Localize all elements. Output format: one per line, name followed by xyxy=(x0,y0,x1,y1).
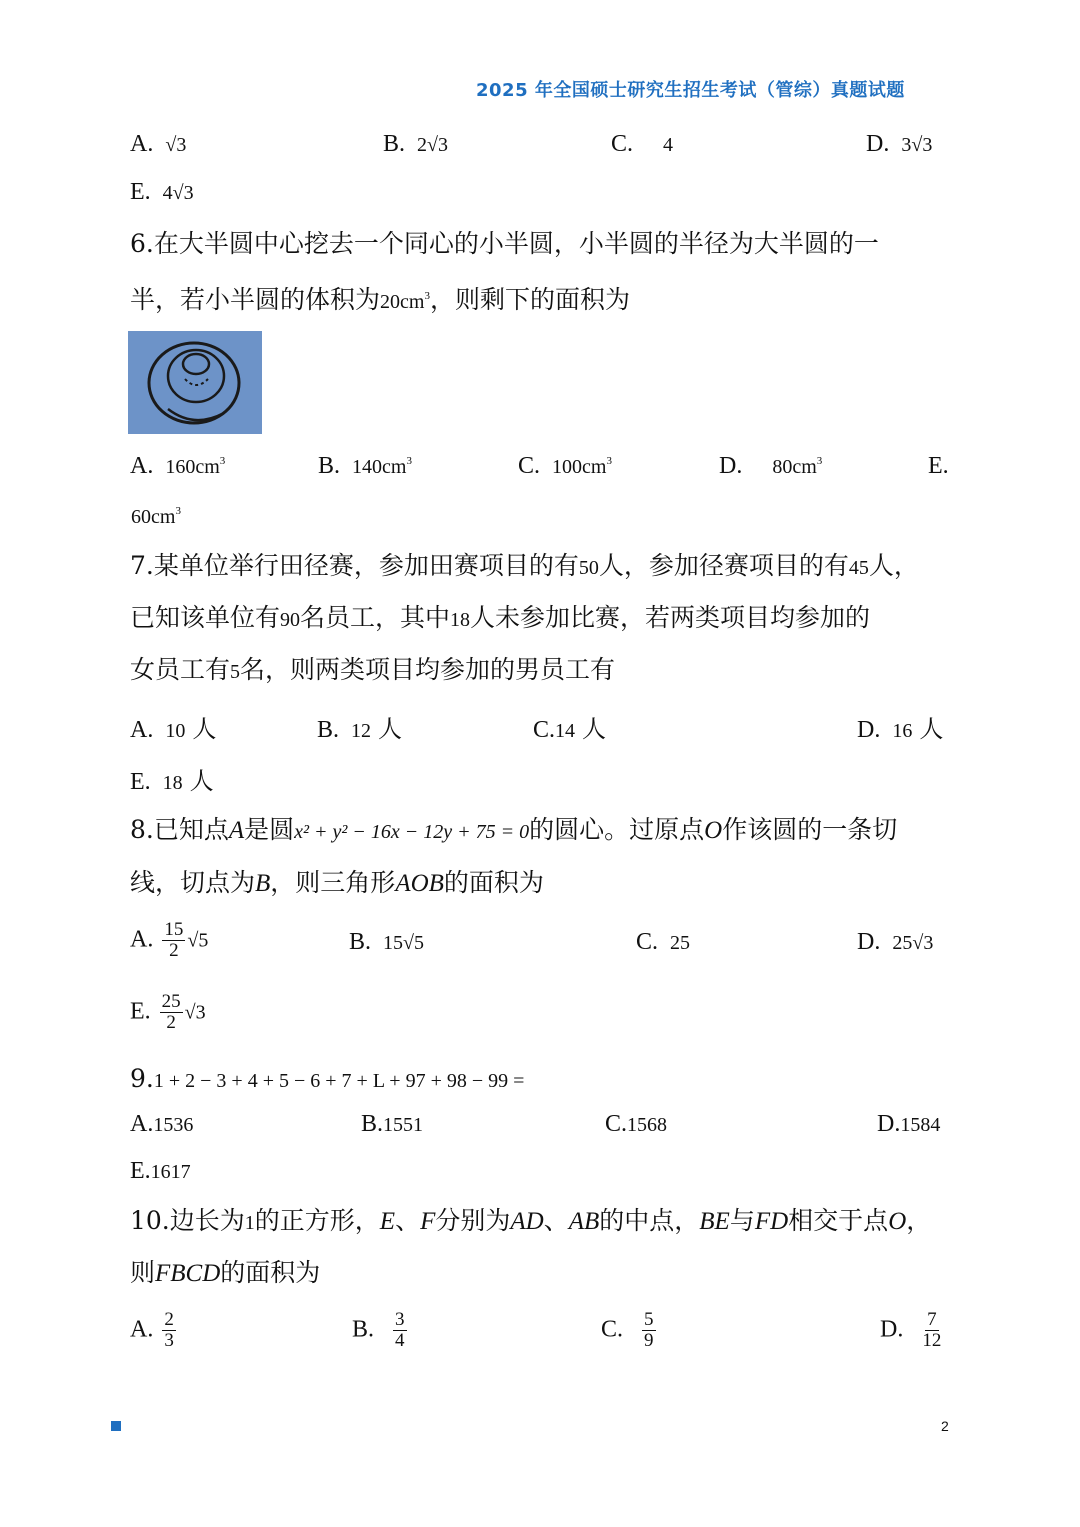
q8-text: 是圆 xyxy=(244,815,295,844)
q8-point-b: B xyxy=(255,870,271,897)
option-unit: 人 xyxy=(582,715,607,743)
page-header-title: 2025 年全国硕士研究生招生考试（管综）真题试题 xyxy=(476,80,905,101)
option-value-text: 100cm xyxy=(552,456,607,478)
option-value: √3 xyxy=(165,134,187,156)
option-number: 18 xyxy=(162,772,183,794)
q10-text: 、 xyxy=(543,1206,569,1235)
q6-text: 半，若小半圆的体积为 xyxy=(130,285,381,314)
q9-expression: 1 + 2 − 3 + 4 + 5 − 6 + 7 + L + 97 + 98 − 99 = xyxy=(153,1070,525,1092)
option-label: D. xyxy=(857,717,881,743)
q7-number: 50 xyxy=(578,557,599,579)
q10-option-a[interactable] xyxy=(130,1310,178,1351)
q10-option-d[interactable] xyxy=(880,1310,943,1351)
q8-text: ，则三角形 xyxy=(270,868,396,897)
q6-option-a[interactable] xyxy=(130,453,225,480)
option-label: D. xyxy=(877,1111,901,1137)
option-exp: 3 xyxy=(219,455,226,467)
q10-text: 的正方形， xyxy=(254,1206,380,1235)
option-label: B. xyxy=(317,717,340,743)
option-number: 12 xyxy=(351,720,372,742)
fraction-denominator: 12 xyxy=(922,1330,942,1351)
q7-text: 名，则两类项目均参加的男员工有 xyxy=(240,655,616,684)
option-value: 1584 xyxy=(900,1114,941,1136)
q9-option-e[interactable] xyxy=(130,1158,191,1185)
option-value xyxy=(552,456,612,478)
fraction-denominator: 2 xyxy=(169,940,179,961)
option-label: A. xyxy=(130,1111,154,1137)
q10-point: O xyxy=(888,1208,907,1235)
q10-text: 分别为 xyxy=(435,1206,511,1235)
option-value: 1536 xyxy=(153,1114,194,1136)
option-exp: 3 xyxy=(606,455,612,467)
q7-option-c[interactable] xyxy=(533,709,606,744)
q8-origin: O xyxy=(704,817,723,844)
q5-option-c[interactable] xyxy=(611,131,673,158)
q9-option-a[interactable] xyxy=(130,1111,193,1138)
option-label: C. xyxy=(605,1111,628,1137)
option-unit: 人 xyxy=(378,715,403,743)
q10-text: 10.边长为 xyxy=(130,1206,245,1235)
q7-text: 人，参加径赛项目的有 xyxy=(598,551,849,580)
q6-volume-exp: 3 xyxy=(424,290,430,302)
q10-option-c[interactable] xyxy=(601,1310,658,1351)
q7-text: 女员工有 xyxy=(130,655,231,684)
q9-option-d[interactable] xyxy=(877,1111,940,1138)
option-value: 15√5 xyxy=(383,932,424,954)
q10-segment: FD xyxy=(754,1208,789,1235)
fraction xyxy=(160,992,183,1033)
option-label: C. xyxy=(611,131,634,157)
option-value: 4 xyxy=(663,134,674,156)
option-number: 14 xyxy=(555,720,576,742)
q10-option-b[interactable] xyxy=(352,1310,409,1351)
fraction xyxy=(162,1310,176,1351)
q8-option-d[interactable] xyxy=(857,929,933,956)
q7-option-d[interactable] xyxy=(857,709,943,744)
fraction-numerator: 15 xyxy=(164,919,184,940)
q10-segment: AD xyxy=(510,1208,544,1235)
option-label: B. xyxy=(349,929,372,955)
q6-text: ，则剩下的面积为 xyxy=(429,285,630,314)
option-unit: 人 xyxy=(919,715,944,743)
fraction xyxy=(922,1310,941,1351)
fraction-numerator: 2 xyxy=(164,1309,174,1330)
option-unit: 人 xyxy=(189,767,214,795)
q5-option-e[interactable] xyxy=(130,179,194,206)
q5-option-b[interactable] xyxy=(383,131,448,158)
q10-point: E xyxy=(379,1208,396,1235)
q7-text: 7.某单位举行田径赛，参加田赛项目的有 xyxy=(130,551,579,580)
fraction-numerator: 3 xyxy=(395,1309,405,1330)
q5-option-a[interactable] xyxy=(130,131,186,158)
option-label: D. xyxy=(880,1316,904,1343)
q10-number: 1 xyxy=(244,1212,255,1234)
q6-option-c[interactable] xyxy=(518,453,612,480)
option-value-text: 160cm xyxy=(165,456,220,478)
option-label: E. xyxy=(130,998,151,1025)
option-root: √3 xyxy=(184,1001,206,1024)
fraction xyxy=(393,1310,407,1351)
q7-option-e[interactable] xyxy=(130,761,214,796)
q10-text: 则 xyxy=(130,1258,156,1287)
q7-number: 90 xyxy=(280,609,301,631)
option-value-text: 60cm xyxy=(131,506,176,528)
fraction-numerator: 7 xyxy=(927,1309,937,1330)
q8-circle-equation: x² + y² − 16x − 12y + 75 = 0 xyxy=(294,821,530,843)
q10-text: 与 xyxy=(729,1206,755,1235)
q10-text: 相交于点 xyxy=(788,1206,889,1235)
q10-quadrilateral: FBCD xyxy=(155,1260,221,1287)
q10-text: ， xyxy=(906,1206,932,1235)
q7-stem-line1 xyxy=(130,551,919,583)
fraction-denominator: 4 xyxy=(395,1330,405,1351)
option-exp: 3 xyxy=(816,455,823,467)
q7-text: 已知该单位有 xyxy=(130,603,281,632)
option-label: E. xyxy=(130,179,151,205)
q7-number: 18 xyxy=(450,609,471,631)
q9-option-c[interactable] xyxy=(605,1111,667,1138)
option-label: C. xyxy=(518,453,541,479)
q7-option-b[interactable] xyxy=(317,709,402,744)
q5-option-d[interactable] xyxy=(866,131,932,158)
option-label: E. xyxy=(130,769,151,795)
q10-stem-line2 xyxy=(130,1258,320,1289)
footer-square-icon xyxy=(111,1421,121,1431)
q8-stem-line1 xyxy=(130,815,897,847)
option-value: 2√3 xyxy=(417,134,448,156)
q6-volume-value: 20cm xyxy=(380,291,425,313)
fraction-denominator: 2 xyxy=(166,1012,176,1033)
q10-stem-line1 xyxy=(130,1206,931,1238)
q10-segment: AB xyxy=(568,1208,600,1235)
option-label: D. xyxy=(719,453,743,479)
q10-text: 的中点， xyxy=(599,1206,700,1235)
option-exp: 3 xyxy=(406,455,412,467)
q8-triangle: AOB xyxy=(395,870,444,897)
option-label: C. xyxy=(636,929,659,955)
option-label: A. xyxy=(130,131,154,157)
q9-option-b[interactable] xyxy=(361,1111,423,1138)
q7-number: 45 xyxy=(848,557,869,579)
q8-point-a: A xyxy=(228,817,245,844)
fraction xyxy=(642,1310,656,1351)
option-value: 1551 xyxy=(383,1114,424,1136)
hemisphere-figure xyxy=(128,331,262,434)
option-value xyxy=(772,456,822,478)
q7-option-a[interactable] xyxy=(130,709,216,744)
option-label: A. xyxy=(130,453,154,479)
fraction-numerator: 5 xyxy=(644,1309,654,1330)
option-label: B. xyxy=(383,131,406,157)
option-value: 3√3 xyxy=(901,134,933,156)
q7-number: 5 xyxy=(230,661,241,683)
q8-text: 线，切点为 xyxy=(130,868,256,897)
option-label: E. xyxy=(928,453,949,479)
q7-text: 人未参加比赛，若两类项目均参加的 xyxy=(470,603,871,632)
q6-option-e-label[interactable] xyxy=(928,453,949,480)
option-root: √5 xyxy=(187,929,209,952)
option-label: B. xyxy=(318,453,341,479)
q8-option-a[interactable] xyxy=(130,920,208,961)
option-unit: 人 xyxy=(192,715,217,743)
q9-stem xyxy=(130,1064,524,1096)
q10-text: 、 xyxy=(395,1206,421,1235)
option-value xyxy=(165,456,225,478)
page-number: 2 xyxy=(941,1418,949,1434)
option-number: 10 xyxy=(165,720,186,742)
q7-text: 人， xyxy=(868,551,919,580)
q8-text: 8.已知点 xyxy=(130,815,229,844)
option-label: D. xyxy=(857,929,881,955)
option-value-text: 80cm xyxy=(772,456,817,478)
q6-option-b[interactable] xyxy=(318,453,412,480)
q10-text: 的面积为 xyxy=(220,1258,321,1287)
q6-option-e-value xyxy=(131,505,181,529)
option-label: C. xyxy=(601,1316,624,1343)
option-label: B. xyxy=(361,1111,384,1137)
option-value xyxy=(352,456,412,478)
option-label: B. xyxy=(352,1316,375,1343)
option-label: A. xyxy=(130,717,154,743)
option-label: D. xyxy=(866,131,890,157)
q7-stem-line2 xyxy=(130,603,870,635)
fraction-numerator: 25 xyxy=(161,991,181,1012)
option-label: E. xyxy=(130,1158,151,1184)
q7-text: 名员工，其中 xyxy=(300,603,451,632)
option-value: 1617 xyxy=(150,1161,191,1183)
q6-volume xyxy=(380,291,430,313)
fraction-denominator: 9 xyxy=(644,1330,654,1351)
option-value: 25√3 xyxy=(892,932,934,954)
q6-stem-line2 xyxy=(130,281,630,317)
q8-option-b[interactable] xyxy=(349,929,424,956)
q8-option-e[interactable] xyxy=(130,992,206,1033)
option-label: A. xyxy=(130,1316,154,1343)
q8-text: 的面积为 xyxy=(443,868,544,897)
option-value: 4√3 xyxy=(162,182,194,204)
q6-stem-line1: 6.在大半圆中心挖去一个同心的小半圆，小半圆的半径为大半圆的一 xyxy=(130,229,879,258)
option-value-text: 140cm xyxy=(352,456,407,478)
option-exp: 3 xyxy=(175,505,181,517)
q10-point: F xyxy=(420,1208,436,1235)
option-label: A. xyxy=(130,926,154,953)
option-value: 1568 xyxy=(627,1114,668,1136)
q8-text: 作该圆的一条切 xyxy=(722,815,898,844)
option-number: 16 xyxy=(892,720,913,742)
q10-segment: BE xyxy=(699,1208,730,1235)
option-label: C. xyxy=(533,717,556,743)
q8-stem-line2 xyxy=(130,868,544,899)
q8-text: 的圆心。过原点 xyxy=(529,815,705,844)
q6-option-d[interactable] xyxy=(719,453,822,480)
q7-stem-line3 xyxy=(130,655,615,687)
q9-number: 9. xyxy=(130,1064,154,1093)
fraction xyxy=(162,920,185,961)
option-value: 25 xyxy=(670,932,691,954)
q8-option-c[interactable] xyxy=(636,929,690,956)
fraction-denominator: 3 xyxy=(164,1330,174,1351)
